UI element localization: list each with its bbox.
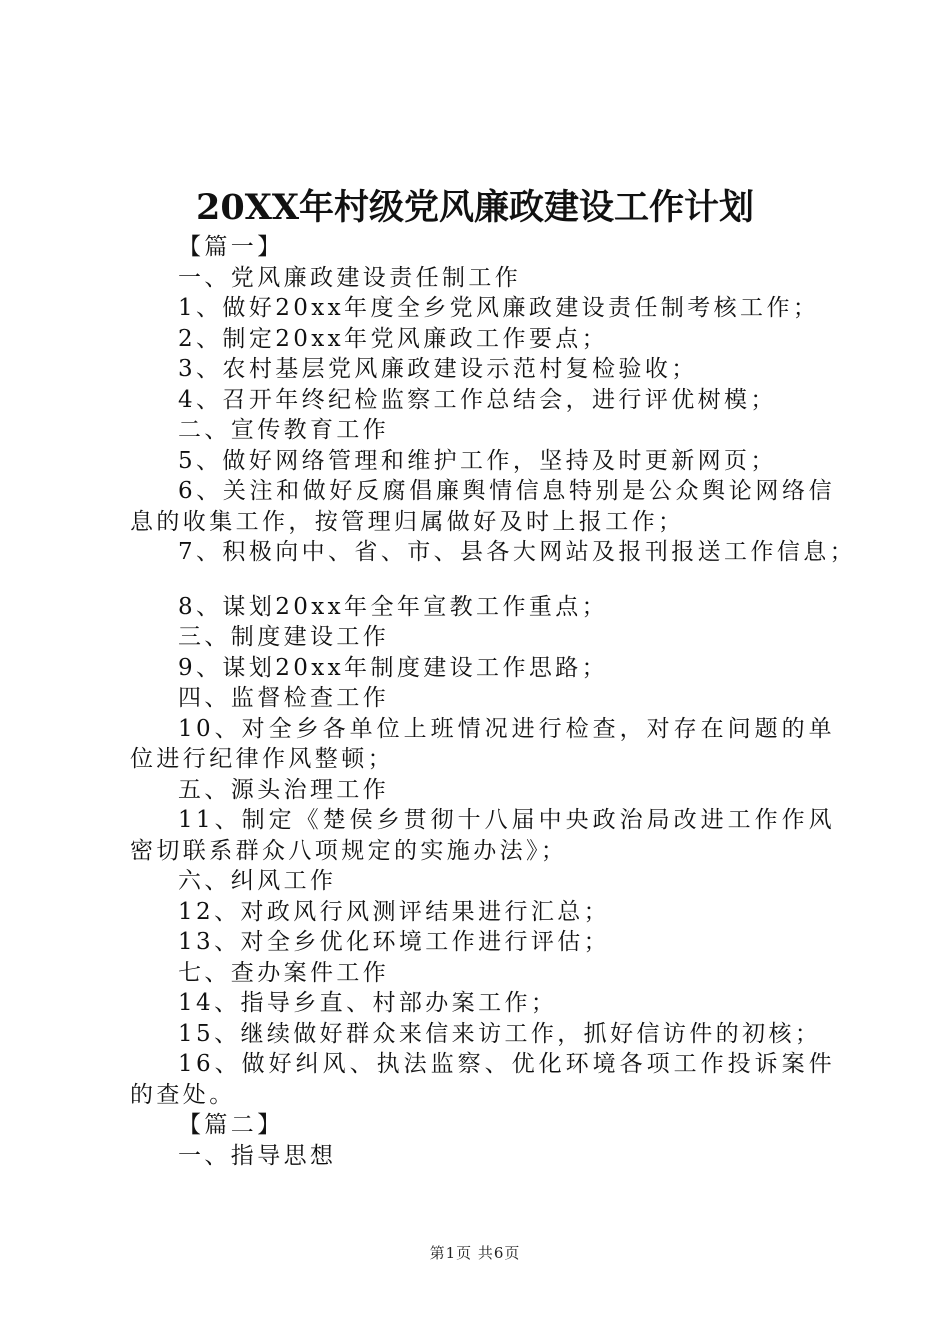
list-item: 4、召开年终纪检监察工作总结会，进行评优树模；	[178, 386, 777, 413]
section-heading: 六、纠风工作	[178, 868, 337, 894]
document-body	[130, 232, 857, 1171]
page-footer: 第1页 共6页	[429, 1244, 521, 1262]
section-heading: 四、监督检查工作	[178, 685, 390, 711]
section-heading: 二、宣传教育工作	[178, 417, 390, 443]
list-item: 12、对政风行风测评结果进行汇总；	[178, 898, 611, 925]
blank-gap	[130, 568, 835, 592]
list-item: 1、做好20xx年度全乡党风廉政建设责任制考核工作；	[178, 295, 820, 321]
list-item: 2、制定20xx年党风廉政工作要点；	[178, 325, 609, 352]
list-item: 9、谋划20xx年制度建设工作思路；	[178, 654, 609, 681]
section-heading-part2: 【篇二】	[178, 1112, 284, 1138]
list-item: 6、关注和做好反腐倡廉舆情信息特别是公众舆论网络信息的收集工作，按管理归属做好及时上报工作；	[130, 478, 835, 535]
section-heading: 一、党风廉政建设责任制工作	[178, 264, 522, 291]
list-item: 8、谋划20xx年全年宣教工作重点；	[178, 593, 609, 620]
list-item: 16、做好纠风、执法监察、优化环境各项工作投诉案件的查处。	[130, 1051, 835, 1108]
list-item: 11、制定《楚侯乡贯彻十八届中央政治局改进工作作风密切联系群众八项规定的实施办法》；	[130, 807, 835, 864]
section-heading-part1: 【篇一】	[178, 234, 284, 260]
section-heading: 七、查办案件工作	[178, 959, 390, 986]
list-item: 7、积极向中、省、市、县各大网站及报刊报送工作信息；	[178, 539, 857, 565]
list-item: 3、农村基层党风廉政建设示范村复检验收；	[178, 356, 698, 382]
list-item: 5、做好网络管理和维护工作，坚持及时更新网页；	[178, 447, 777, 474]
section-heading: 一、指导思想	[178, 1142, 337, 1169]
document-title: 20XX年村级党风廉政建设工作计划	[195, 187, 755, 228]
section-heading: 三、制度建设工作	[178, 624, 390, 650]
section-heading: 五、源头治理工作	[178, 776, 390, 803]
list-item: 14、指导乡直、村部办案工作；	[178, 990, 558, 1016]
list-item: 10、对全乡各单位上班情况进行检查，对存在问题的单位进行纪律作风整顿；	[130, 715, 835, 772]
list-item: 13、对全乡优化环境工作进行评估；	[178, 929, 611, 955]
list-item: 15、继续做好群众来信来访工作，抓好信访件的初核；	[178, 1020, 822, 1047]
